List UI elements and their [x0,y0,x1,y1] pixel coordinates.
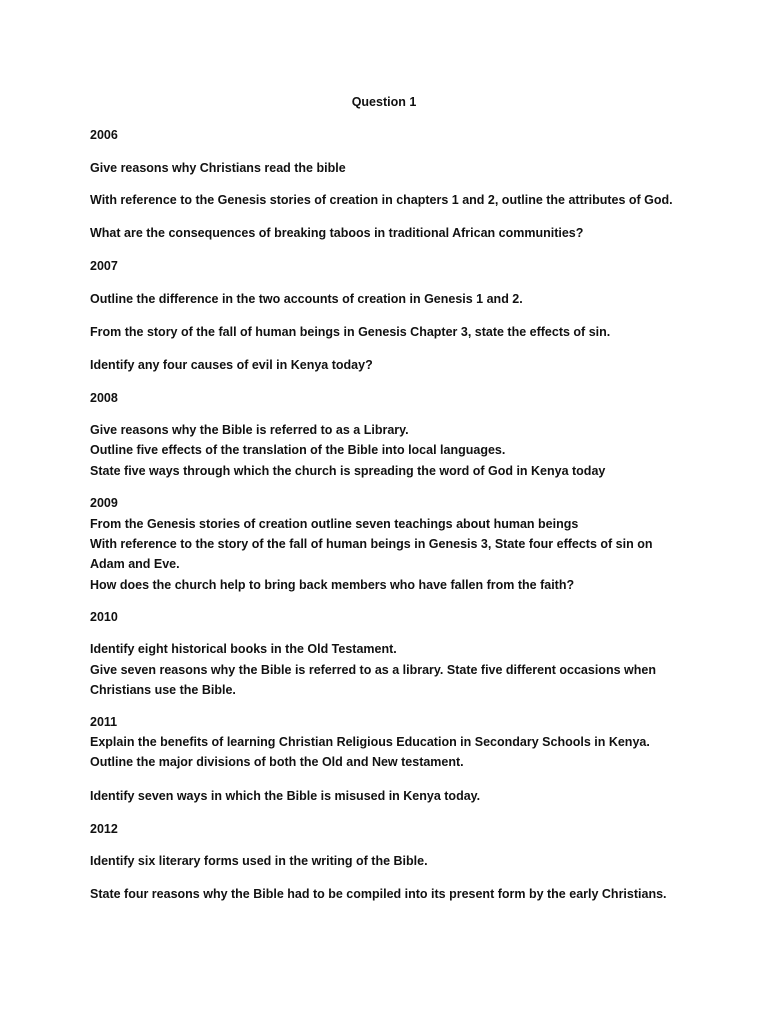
question-line: Explain the benefits of learning Christian Religious Education in Secondary Schools in Kenya. [90,735,650,749]
question-line: Outline the major divisions of both the Old and New testament. [90,755,464,769]
question-line: With reference to the Genesis stories of creation in chapters 1 and 2, outline the attributes of God. [90,193,673,207]
question-line: Outline the difference in the two accounts of creation in Genesis 1 and 2. [90,292,523,306]
question-line: State five ways through which the church is spreading the word of God in Kenya today [90,464,606,478]
question-line: What are the consequences of breaking taboos in traditional African communities? [90,226,584,240]
question-line: Identify seven ways in which the Bible is misused in Kenya today. [90,789,481,803]
question-line: How does the church help to bring back members who have fallen from the faith? [90,578,575,592]
question-line: From the story of the fall of human beings in Genesis Chapter 3, state the effects of sin. [90,325,611,339]
question-line: With reference to the story of the fall of human beings in Genesis 3, State four effects of sin on Adam and Eve. [90,537,653,571]
year-heading-2008: 2008 [90,391,118,405]
question-line: Give reasons why the Bible is referred to as a Library. [90,423,409,437]
question-line: Identify any four causes of evil in Kenya today? [90,358,373,372]
question-line: Identify eight historical books in the Old Testament. [90,642,397,656]
year-heading-2007: 2007 [90,259,118,273]
year-heading-2012: 2012 [90,822,118,836]
page-title: Question 1 [351,95,417,109]
question-line: Give reasons why Christians read the bible [90,161,346,175]
question-line: Identify six literary forms used in the writing of the Bible. [90,854,428,868]
year-heading-2010: 2010 [90,610,118,624]
question-line: Outline five effects of the translation of the Bible into local languages. [90,443,506,457]
year-heading-2006: 2006 [90,128,118,142]
year-heading-2009: 2009 [90,496,118,510]
question-line: From the Genesis stories of creation outline seven teachings about human beings [90,517,579,531]
year-heading-2011: 2011 [90,715,118,729]
question-line: State four reasons why the Bible had to be compiled into its present form by the early Christians. [90,887,667,901]
question-line: Give seven reasons why the Bible is referred to as a library. State five different occasions when Christians use the Bible. [90,663,656,697]
